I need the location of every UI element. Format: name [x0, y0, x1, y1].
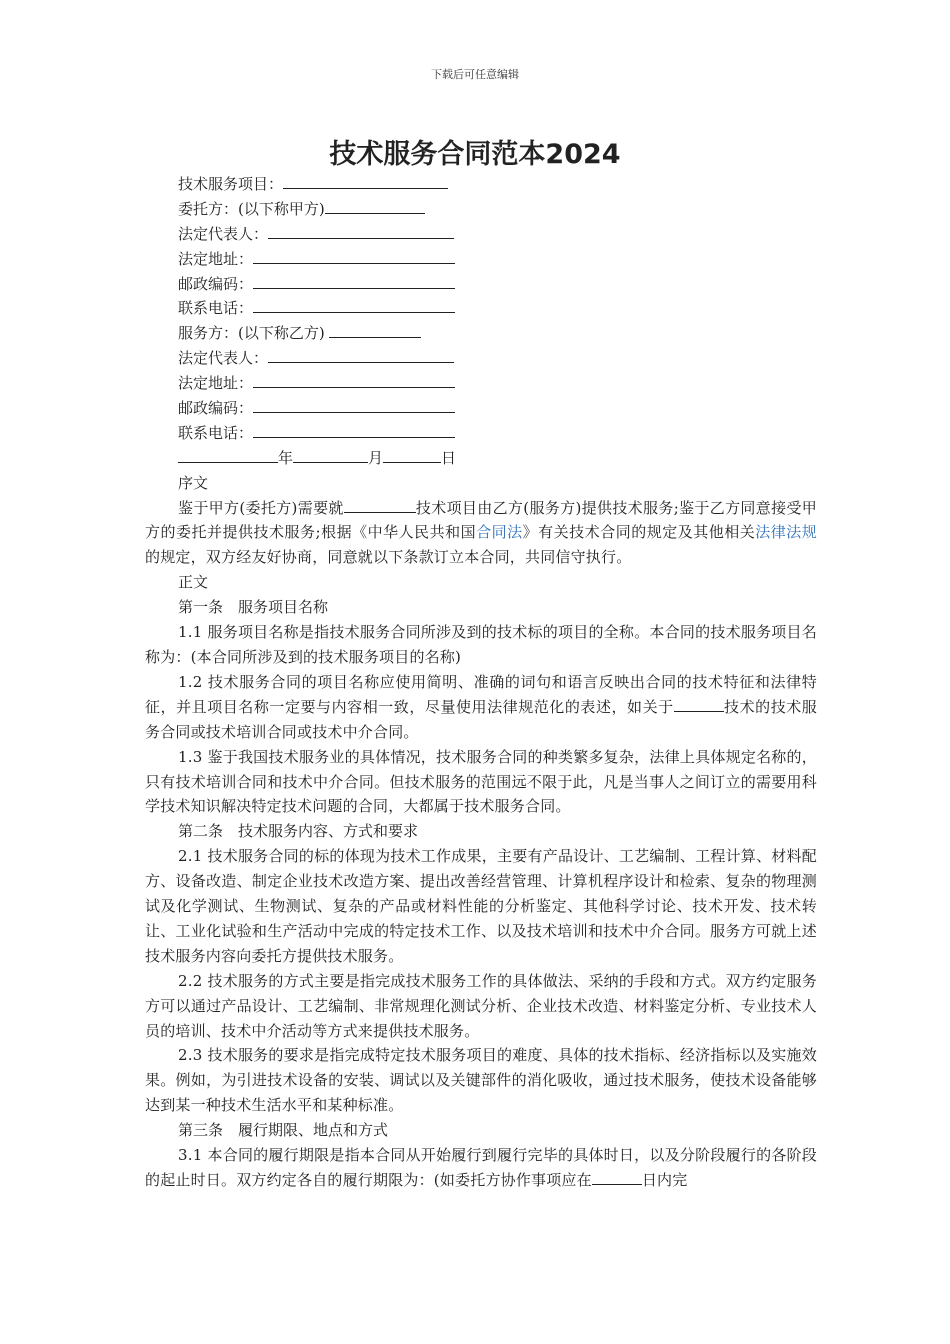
field-blank[interactable] [253, 372, 455, 388]
field-label: 法定代表人： [178, 224, 269, 243]
field-row [145, 321, 817, 346]
field-label: 邮政编码： [178, 274, 254, 293]
day-label: 日 [441, 448, 457, 467]
preface-paragraph: 鉴于甲方(委托方)需要就 技术项目由乙方(服务方)提供技术服务;鉴于乙方同意接受甲方的委托并提供技术服务;根据《中华人民共和国合同法》有关技术合同的规定及其他相关法律法规的规定，双方经友好协商，同意就以下条款订立本合同，共同信守执行。 [145, 498, 817, 567]
field-row [145, 247, 817, 272]
technology-blank[interactable] [674, 696, 724, 712]
project-blank[interactable] [344, 497, 416, 513]
field-blank[interactable] [253, 297, 455, 313]
year-blank[interactable] [178, 447, 278, 463]
document-body [145, 172, 817, 1193]
article-2-heading: 第二条 技术服务内容、方式和要求 [178, 822, 419, 841]
field-blank[interactable] [268, 347, 454, 363]
field-row [145, 296, 817, 321]
field-label: 联系电话： [178, 299, 254, 318]
clause-1-3: 1.3 鉴于我国技术服务业的具体情况，技术服务合同的种类繁多复杂，法律上具体规定名称的，只有技术培训合同和技术中介合同。但技术服务的范围远不限于此，凡是当事人之间订立的需要用科学技术知识解决特定技术问题的合同，大都属于技术服务合同。 [145, 747, 817, 816]
party-fields [145, 172, 817, 446]
field-row [145, 421, 817, 446]
contract-law-link[interactable]: 合同法 [476, 523, 523, 542]
field-row [145, 272, 817, 297]
clause-1-2: 1.2 技术服务合同的项目名称应使用简明、准确的词句和语言反映出合同的技术特征和法律特征，并且项目名称一定要与内容相一致，尽量使用法律规范化的表述，如关于 技术的技术服务合同或技术培训合同或技术中介合同。 [145, 672, 818, 741]
year-label: 年 [278, 448, 294, 467]
field-blank[interactable] [283, 173, 448, 189]
article-1-heading: 第一条 服务项目名称 [178, 598, 329, 617]
clause-2-3: 2.3 技术服务的要求是指完成特定技术服务项目的难度、具体的技术指标、经济指标以及实施效果。例如，为引进技术设备的安装、调试以及关键部件的消化吸收，通过技术服务，使技术设备能够达到某一种技术生活水平和某种标准。 [145, 1046, 817, 1115]
day-blank[interactable] [383, 447, 441, 463]
header-note: 下载后可任意编辑 [431, 68, 519, 81]
field-row [145, 396, 817, 421]
field-blank[interactable] [253, 422, 455, 438]
field-label: 委托方：(以下称甲方) [178, 199, 325, 218]
field-blank[interactable] [253, 248, 455, 264]
main-heading: 正文 [178, 573, 209, 592]
document-title: 技术服务合同范本2024 [329, 139, 621, 170]
field-label: 法定地址： [178, 249, 254, 268]
preface-heading: 序文 [178, 473, 209, 492]
article-3-heading: 第三条 履行期限、地点和方式 [178, 1121, 389, 1140]
laws-link[interactable]: 法律法规 [755, 523, 817, 542]
field-row [145, 222, 817, 247]
field-label: 邮政编码： [178, 399, 254, 418]
field-label: 技术服务项目： [178, 175, 284, 193]
field-blank[interactable] [268, 223, 454, 239]
field-blank[interactable] [329, 322, 421, 338]
field-row [145, 371, 817, 396]
clause-1-1: 1.1 服务项目名称是指技术服务合同所涉及到的技术标的项目的全称。本合同的技术服务项目名称为：(本合同所涉及到的技术服务项目的名称) [145, 623, 817, 666]
clause-3-1: 3.1 本合同的履行期限是指本合同从开始履行到履行完毕的具体时日，以及分阶段履行的各阶段的起止时日。双方约定各自的履行期限为：(如委托方协作事项应在 日内完 [145, 1146, 817, 1189]
field-row [145, 172, 817, 197]
clause-2-1: 2.1 技术服务合同的标的体现为技术工作成果，主要有产品设计、工艺编制、工程计算、材料配方、设备改造、制定企业技术改造方案、提出改善经营管理、计算机程序设计和检索、复杂的物理测试及化学测试、生物测试、复杂的产品或材料性能的分析鉴定、其他科学讨论、技术开发、技术转让、工业化试验和生产活动中完成的特定技术工作、以及技术培训和技术中介合同。服务方可就上述技术服务内容向委托方提供技术服务。 [145, 847, 817, 965]
clause-2-2: 2.2 技术服务的方式主要是指完成技术服务工作的具体做法、采纳的手段和方式。双方约定服务方可以通过产品设计、工艺编制、非常规理化测试分析、企业技术改造、材料鉴定分析、专业技术人员的培训、技术中介活动等方式来提供技术服务。 [145, 971, 817, 1040]
field-label: 法定代表人： [178, 349, 269, 368]
field-label: 法定地址： [178, 374, 254, 393]
field-blank[interactable] [253, 397, 455, 413]
month-blank[interactable] [293, 447, 368, 463]
field-row [145, 197, 817, 222]
field-blank[interactable] [325, 198, 425, 214]
month-label: 月 [368, 448, 384, 467]
field-label: 服务方：(以下称乙方) [178, 324, 330, 343]
field-blank[interactable] [253, 273, 455, 289]
field-row [145, 346, 817, 371]
date-line [145, 446, 817, 471]
field-label: 联系电话： [178, 423, 254, 442]
days-blank[interactable] [592, 1169, 642, 1185]
